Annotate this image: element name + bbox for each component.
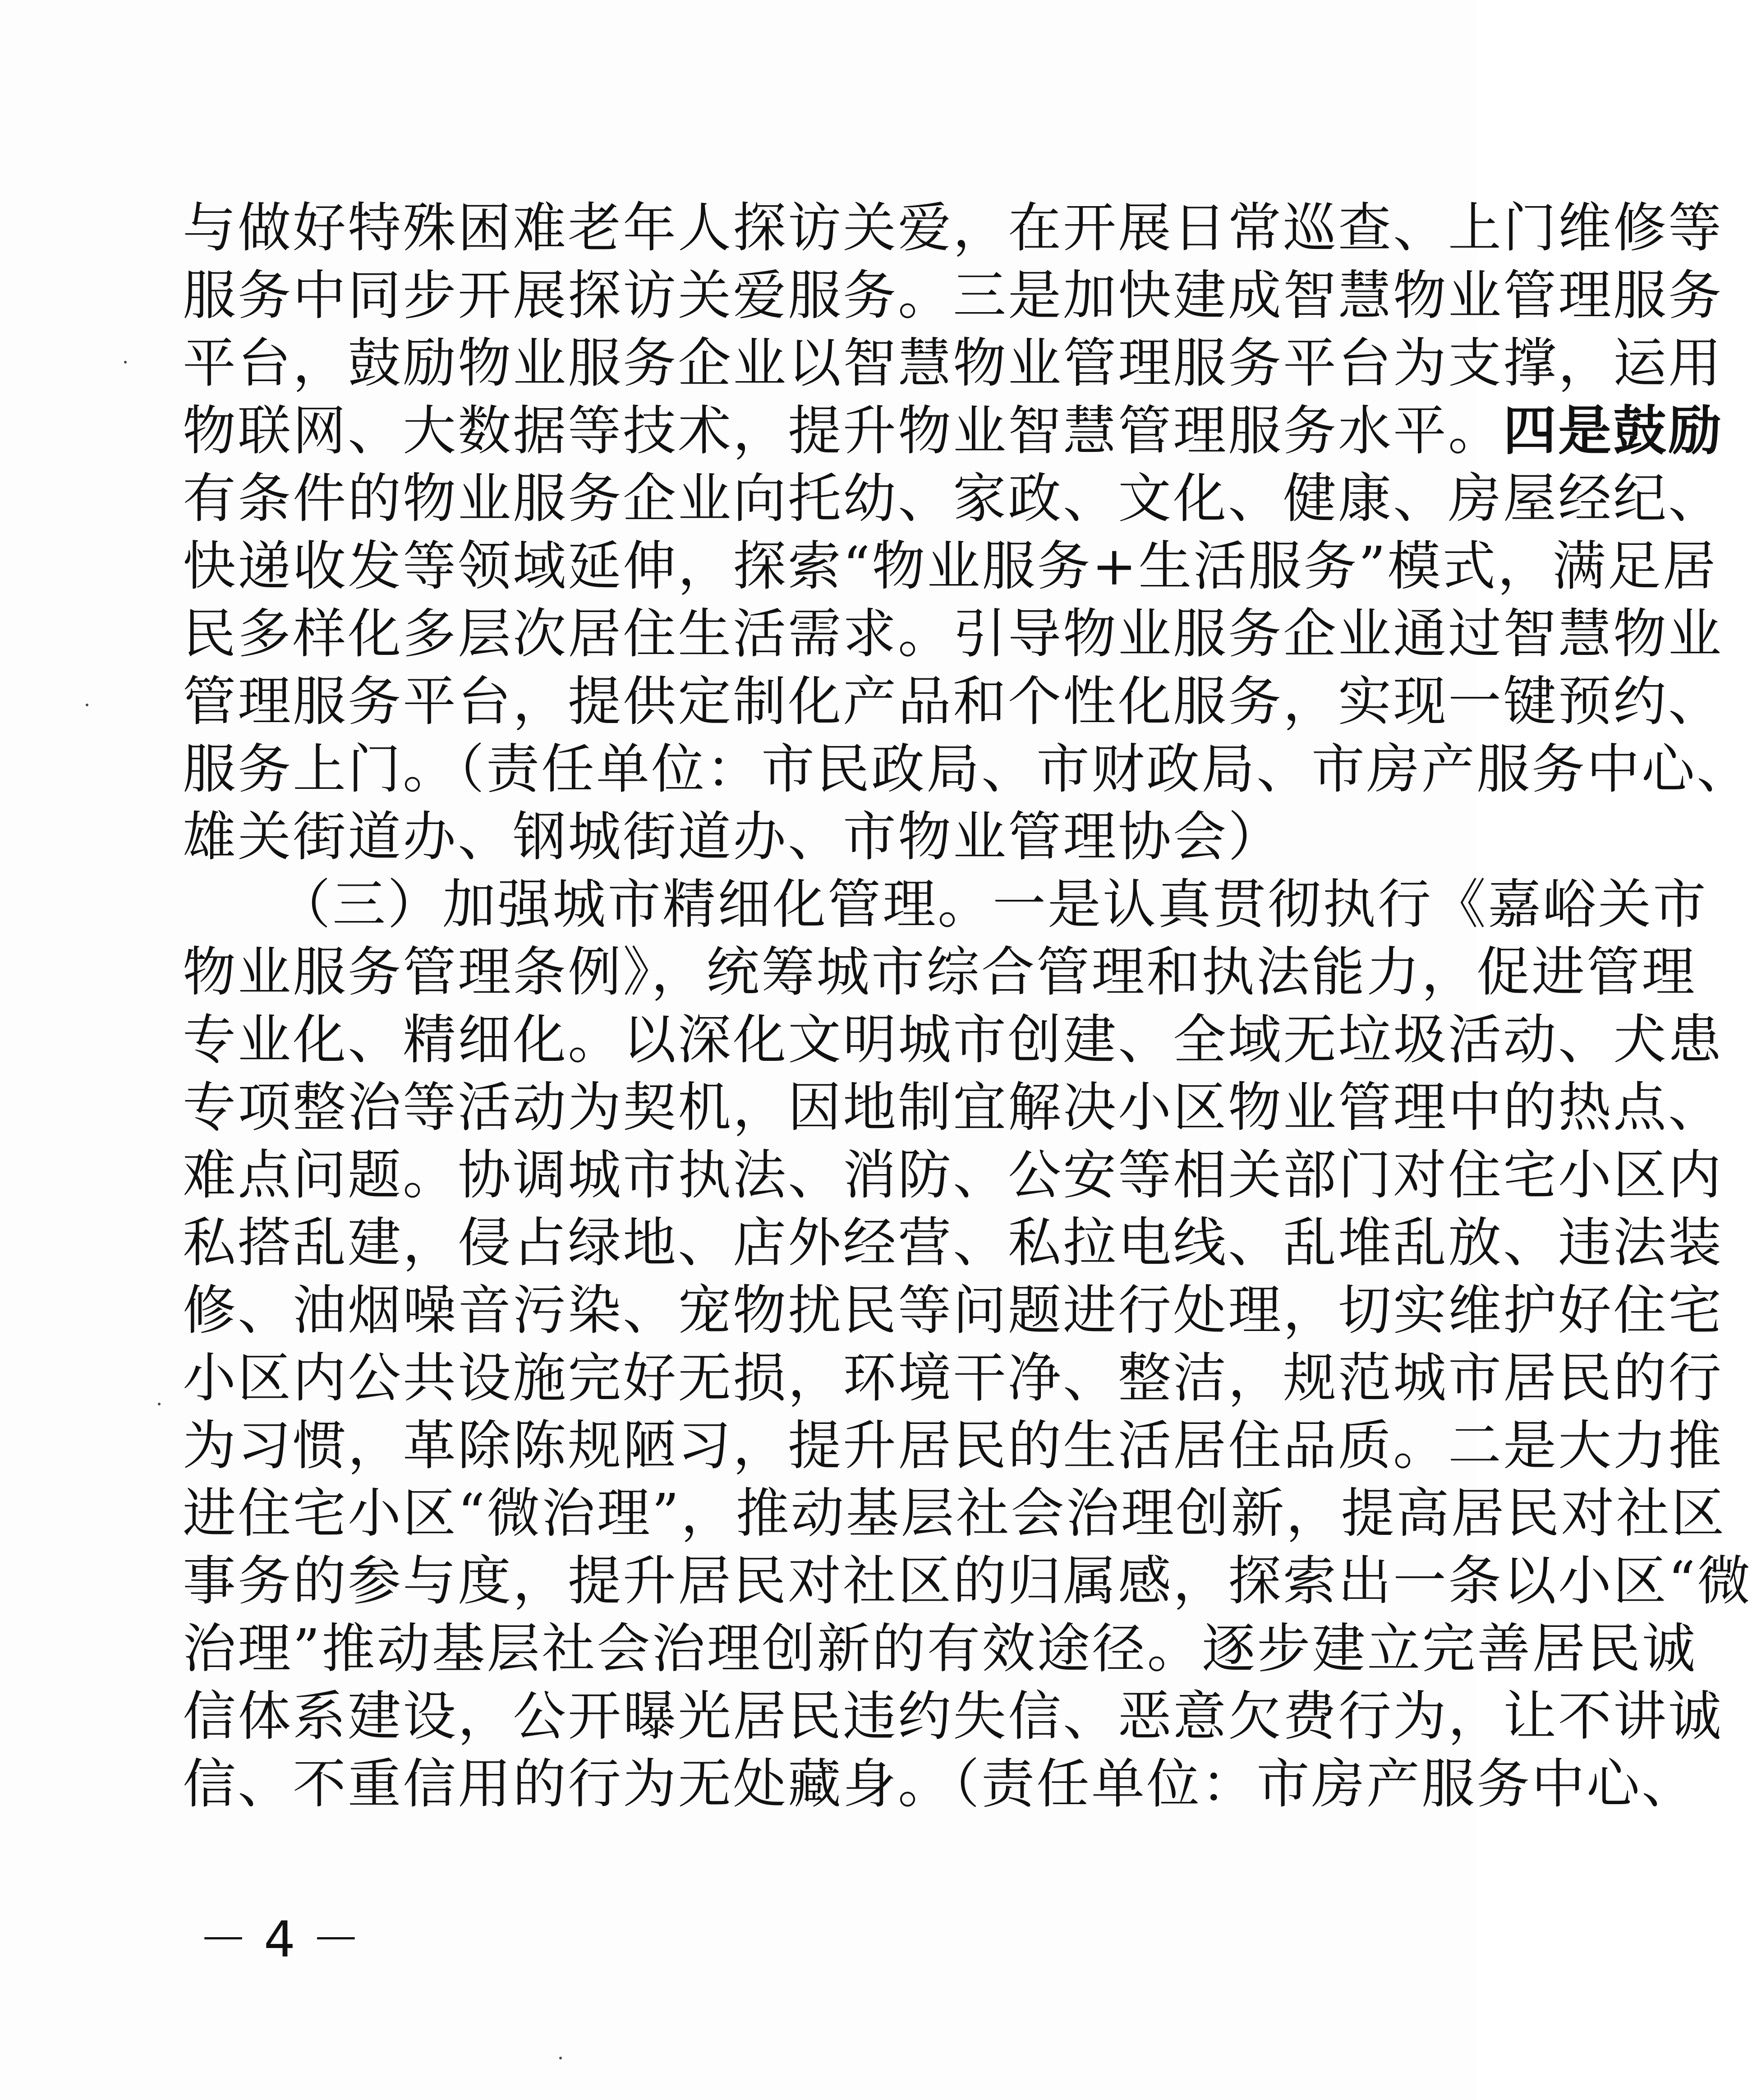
text-line-bold: 四是鼓励 xyxy=(1503,399,1724,462)
text-line: 服务中同步开展探访关爱服务。三是加快建成智慧物业管理服务 xyxy=(183,264,1724,327)
text-line xyxy=(183,397,1723,465)
text-line: 事务的参与度，提升居民对社区的归属感，探索出一条以小区“微 xyxy=(183,1550,1752,1612)
text-line: 信体系建设，公开曝光居民违约失信、恶意欠费行为，让不讲诚 xyxy=(183,1685,1724,1747)
text-line: 平台，鼓励物业服务企业以智慧物业管理服务平台为支撑，运用 xyxy=(183,332,1724,394)
text-line: 进住宅小区“微治理”，推动基层社会治理创新，提高居民对社区 xyxy=(183,1482,1726,1544)
section-heading-line: （三）加强城市精细化管理。一是认真贯彻执行《嘉峪关市 xyxy=(277,873,1708,935)
text-line: 有条件的物业服务企业向托幼、家政、文化、健康、房屋经纪、 xyxy=(183,467,1724,530)
text-line: 物业服务管理条例》，统筹城市综合管理和执法能力，促进管理 xyxy=(183,941,1697,1003)
text-line: 雄关街道办、钢城街道办、市物业管理协会） xyxy=(183,806,1283,868)
text-line: 私搭乱建，侵占绿地、店外经营、私拉电线、乱堆乱放、违法装 xyxy=(183,1211,1724,1274)
text-line: 民多样化多层次居住生活需求。引导物业服务企业通过智慧物业 xyxy=(183,603,1724,665)
text-line: 与做好特殊困难老年人探访关爱，在开展日常巡查、上门维修等 xyxy=(183,197,1724,259)
scan-speck xyxy=(158,1403,161,1405)
text-line: 快递收发等领域延伸，探索“物业服务+生活服务”模式，满足居 xyxy=(183,535,1718,597)
text-line: 小区内公共设施完好无损，环境干净、整洁，规范城市居民的行 xyxy=(183,1347,1724,1409)
text-line: 修、油烟噪音污染、宠物扰民等问题进行处理，切实维护好住宅 xyxy=(183,1279,1724,1341)
text-line: 治理”推动基层社会治理创新的有效途径。逐步建立完善居民诚 xyxy=(183,1617,1697,1680)
text-line: 难点问题。协调城市执法、消防、公安等相关部门对住宅小区内 xyxy=(183,1144,1724,1206)
scan-speck xyxy=(86,704,88,706)
text-line: 信、不重信用的行为无处藏身。（责任单位：市房产服务中心、 xyxy=(183,1753,1697,1815)
scan-speck xyxy=(124,361,127,364)
text-line: 管理服务平台，提供定制化产品和个性化服务，实现一键预约、 xyxy=(183,670,1724,732)
text-line: 为习惯，革除陈规陋习，提升居民的生活居住品质。二是大力推 xyxy=(183,1414,1724,1477)
text-line: 服务上门。（责任单位：市民政局、市财政局、市房产服务中心、 xyxy=(183,738,1752,800)
text-line-plain: 物联网、大数据等技术，提升物业智慧管理服务水平。 xyxy=(183,400,1504,462)
page-number: － 4 － xyxy=(198,1911,361,1968)
scan-speck xyxy=(559,2057,562,2059)
text-line: 专项整治等活动为契机，因地制宜解决小区物业管理中的热点、 xyxy=(183,1076,1724,1138)
text-line: 专业化、精细化。以深化文明城市创建、全域无垃圾活动、犬患 xyxy=(183,1009,1724,1071)
